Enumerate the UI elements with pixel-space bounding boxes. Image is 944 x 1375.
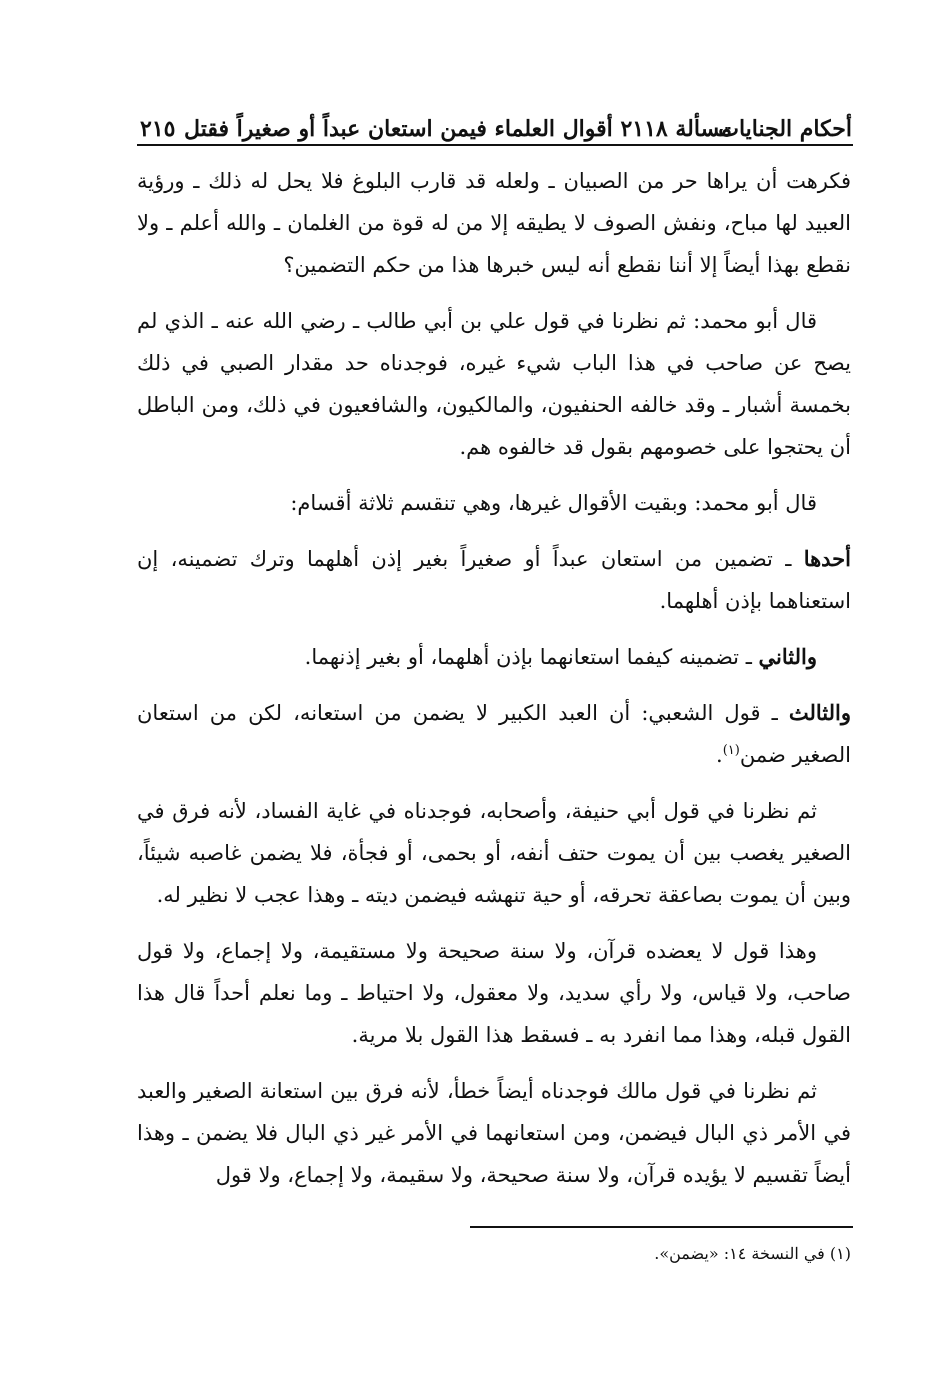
paragraph: وهذا قول لا يعضده قرآن، ولا سنة صحيحة ولا مستقيمة، ولا إجماع، ولا قول صاحب، ولا قياس، ولا رأي سديد، ولا معقول، ولا احتياط ـ وما نعلم أحداً قال هذا القول قبله، وهذا مما انفرد به ـ فسقط هذا القول بلا مرية. [137, 939, 851, 1047]
main-text [137, 160, 851, 1210]
paragraph-lead: والثالث [788, 700, 851, 725]
paragraph-end: . [716, 743, 723, 767]
paragraph [137, 538, 851, 622]
paragraph: ثم نظرنا في قول مالك فوجدناه أيضاً خطأ، لأنه فرق بين استعانة الصغير والعبد في الأمر ذي البال فيضمن، ومن استعانهما في الأمر غير ذي البال فلا يضمن ـ وهذا أيضاً تقسيم لا يؤيده قرآن، ولا سنة صحيحة، ولا سقيمة، ولا إجماع، ولا قول [137, 1079, 851, 1187]
paragraph-lead: أحدها [803, 546, 851, 571]
paragraph [137, 692, 851, 776]
footnote-marker: (١) [722, 743, 740, 758]
paragraph-lead: والثاني [758, 644, 817, 669]
paragraph [137, 636, 851, 678]
paragraph: فكرهت أن يراها حر من الصبيان ـ ولعله قد قارب البلوغ فلا يحل له ذلك ـ ورؤية العبيد لها مباح، ونفش الصوف لا يطيقه إلا من له قوة من الغلمان ـ والله أعلم ـ ولا نقطع بهذا أيضاً إلا أننا نقطع أنه ليس خبرها هذا من حكم التضمين؟ [137, 169, 851, 277]
paragraph: قال أبو محمد: وبقيت الأقوال غيرها، وهي تنقسم ثلاثة أقسام: [290, 491, 817, 515]
paragraph-text: ـ تضمين من استعان عبداً أو صغيراً بغير إذن أهلهما وترك تضمينه، إن استعناهما بإذن أهلهما. [137, 547, 851, 613]
paragraph-text: ـ تضمينه كيفما استعانهما بإذن أهلهما، أو بغير إذنهما. [304, 645, 759, 669]
footnote: (١) في النسخة ١٤: «يضمن». [654, 1244, 851, 1263]
running-header [140, 100, 852, 140]
paragraph-text: ـ قول الشعبي: أن العبد الكبير لا يضمن من استعانه، لكن من استعان الصغير ضمن [137, 701, 851, 767]
book-title: أحكام الجنايات [718, 116, 852, 142]
paragraph: قال أبو محمد: ثم نظرنا في قول علي بن أبي طالب ـ رضي الله عنه ـ الذي لم يصح عن صاحب في هذا الباب شيء غيره، فوجدناه حد مقدار الصبي في ذلك بخمسة أشبار ـ وقد خالفه الحنفيون، والمالكيون، والشافعيون في ذلك، ومن الباطل أن يحتجوا على خصومهم بقول قد خالفوه هم. [137, 309, 851, 459]
page-number: ٢١٥ [140, 116, 176, 142]
header-divider [137, 144, 853, 146]
chapter-title: مسألة ٢١١٨ أقوال العلماء فيمن استعان عبداً أو صغيراً فقتل [184, 116, 732, 142]
paragraph: ثم نظرنا في قول أبي حنيفة، وأصحابه، فوجدناه في غاية الفساد، لأنه فرق في الصغير يغصب بين أن يموت حتف أنفه، أو بحمى، أو فجأة، فلا يضمن غاصبه شيئاً، وبين أن يموت بصاعقة تحرقه، أو حية تنهشه فيضمن ديته ـ وهذا عجب لا نظير له. [137, 799, 851, 907]
footnote-divider [470, 1226, 853, 1228]
